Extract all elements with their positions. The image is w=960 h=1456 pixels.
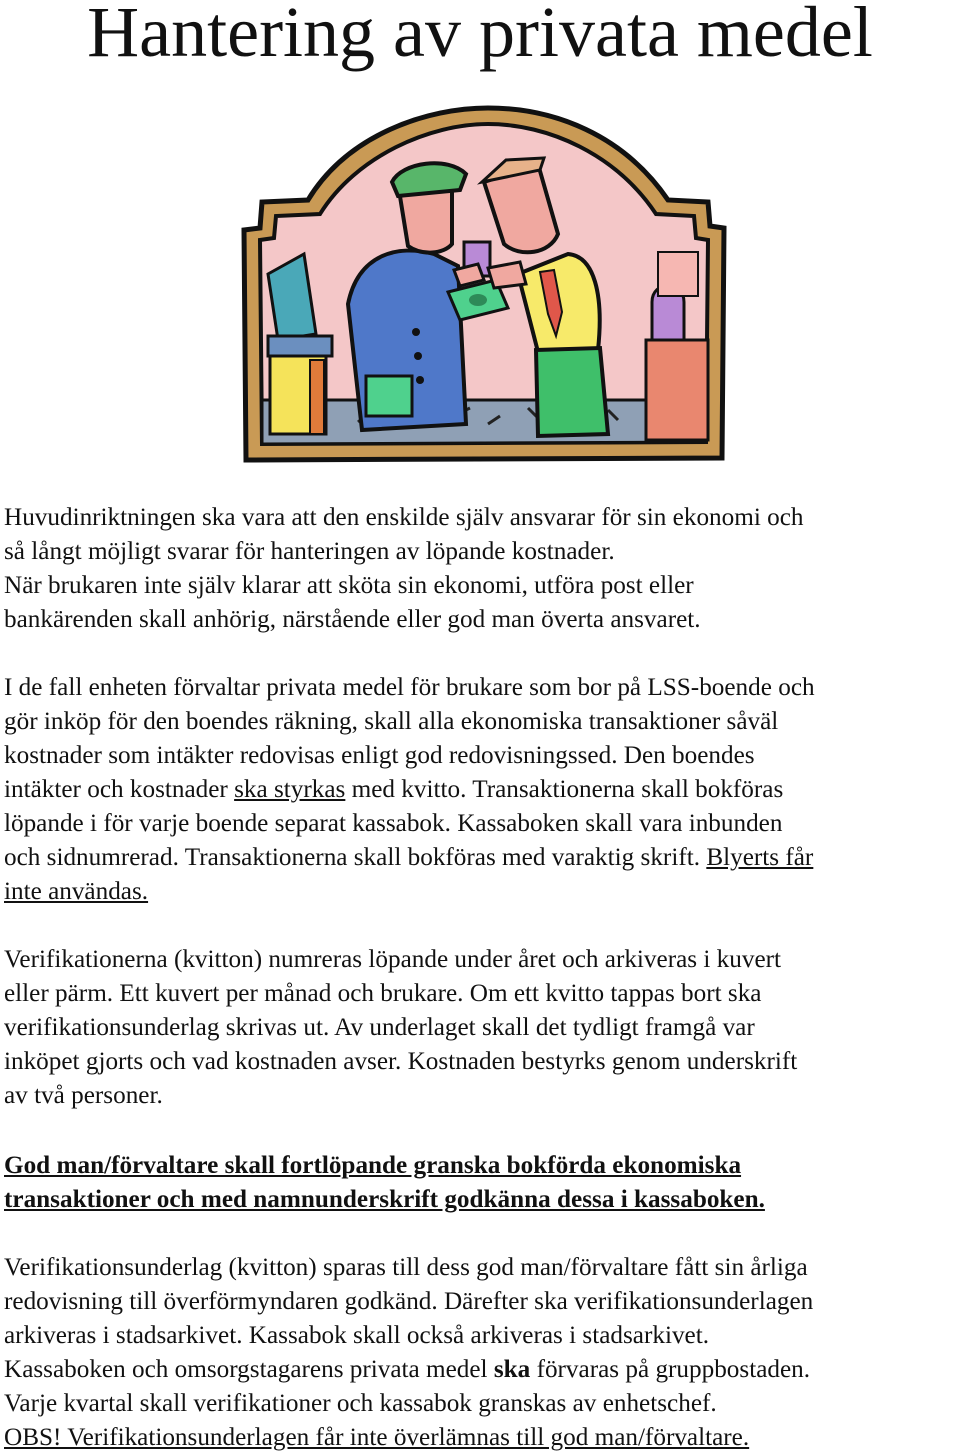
text-line: När brukaren inte själv klarar att sköta sin ekonomi, utföra post eller bbox=[4, 572, 694, 599]
bold-text: ska bbox=[493, 1356, 531, 1383]
underlined-text: Blyerts får bbox=[706, 844, 814, 871]
underlined-text: ska styrkas bbox=[234, 776, 346, 803]
text-run: med kvitto. Transaktionerna skall bokföras bbox=[345, 776, 784, 803]
paragraph-guardian-review bbox=[4, 1149, 960, 1217]
text-line: inköpet gjorts och vad kostnaden avser. Kostnaden bestyrks genom underskrift bbox=[4, 1048, 798, 1075]
text-line: gör inköp för den boendes räkning, skall alla ekonomiska transaktioner såväl bbox=[4, 708, 779, 735]
text-line: kostnader som intäkter redovisas enligt god redovisningssed. Den boendes bbox=[4, 742, 755, 769]
text-line: Verifikationsunderlag (kvitton) sparas till dess god man/förvaltare fått sin årliga bbox=[4, 1254, 808, 1281]
text-run: förvaras på gruppbostaden. bbox=[530, 1356, 811, 1383]
text-line: God man/förvaltare skall fortlöpande granska bokförda ekonomiska bbox=[4, 1152, 742, 1179]
text-line: eller pärm. Ett kuvert per månad och brukare. Om ett kvitto tappas bort ska bbox=[4, 980, 762, 1007]
text-line: I de fall enheten förvaltar privata medel för brukare som bor på LSS-boende och bbox=[4, 674, 815, 701]
text-line: verifikationsunderlag skrivas ut. Av underlaget skall det tydligt framgå var bbox=[4, 1014, 755, 1041]
text-run: och sidnumrerad. Transaktionerna skall bokföras med varaktig skrift. bbox=[4, 844, 707, 871]
text-line: arkiveras i stadsarkivet. Kassabok skall också arkiveras i stadsarkivet. bbox=[4, 1322, 710, 1349]
text-line bbox=[4, 773, 960, 807]
text-line: så långt möjligt svarar för hanteringen av löpande kostnader. bbox=[4, 538, 615, 565]
text-line: bankärenden skall anhörig, närstående eller god man överta ansvaret. bbox=[4, 606, 701, 633]
paragraph-archiving bbox=[4, 1251, 960, 1455]
text-line: transaktioner och med namnunderskrift godkänna dessa i kassaboken. bbox=[4, 1186, 765, 1213]
text-line: av två personer. bbox=[4, 1082, 163, 1109]
underlined-text: inte användas. bbox=[4, 878, 149, 905]
paragraph-receipts bbox=[4, 943, 960, 1113]
text-line: Verifikationerna (kvitton) numreras löpande under året och arkiveras i kuvert bbox=[4, 946, 782, 973]
text-line bbox=[4, 841, 960, 875]
text-line: Huvudinriktningen ska vara att den enskilde själv ansvarar för sin ekonomi och bbox=[4, 504, 804, 531]
text-run: intäkter och kostnader bbox=[4, 776, 235, 803]
paragraph-responsibility bbox=[4, 501, 960, 637]
warning-text: OBS! Verifikationsunderlagen får inte överlämnas till god man/förvaltare. bbox=[4, 1424, 750, 1451]
text-run: Kassaboken och omsorgstagarens privata medel bbox=[4, 1356, 494, 1383]
text-line: Varje kvartal skall verifikationer och kassabok granskas av enhetschef. bbox=[4, 1390, 717, 1417]
text-line bbox=[4, 1353, 960, 1387]
page-title: Hantering av privata medel bbox=[87, 0, 873, 72]
text-line: redovisning till överförmyndaren godkänd. Därefter ska verifikationsunderlagen bbox=[4, 1288, 814, 1315]
paragraph-accounting bbox=[4, 671, 960, 909]
money-exchange-illustration bbox=[238, 104, 730, 464]
text-line: löpande i för varje boende separat kassabok. Kassaboken skall vara inbunden bbox=[4, 810, 783, 837]
